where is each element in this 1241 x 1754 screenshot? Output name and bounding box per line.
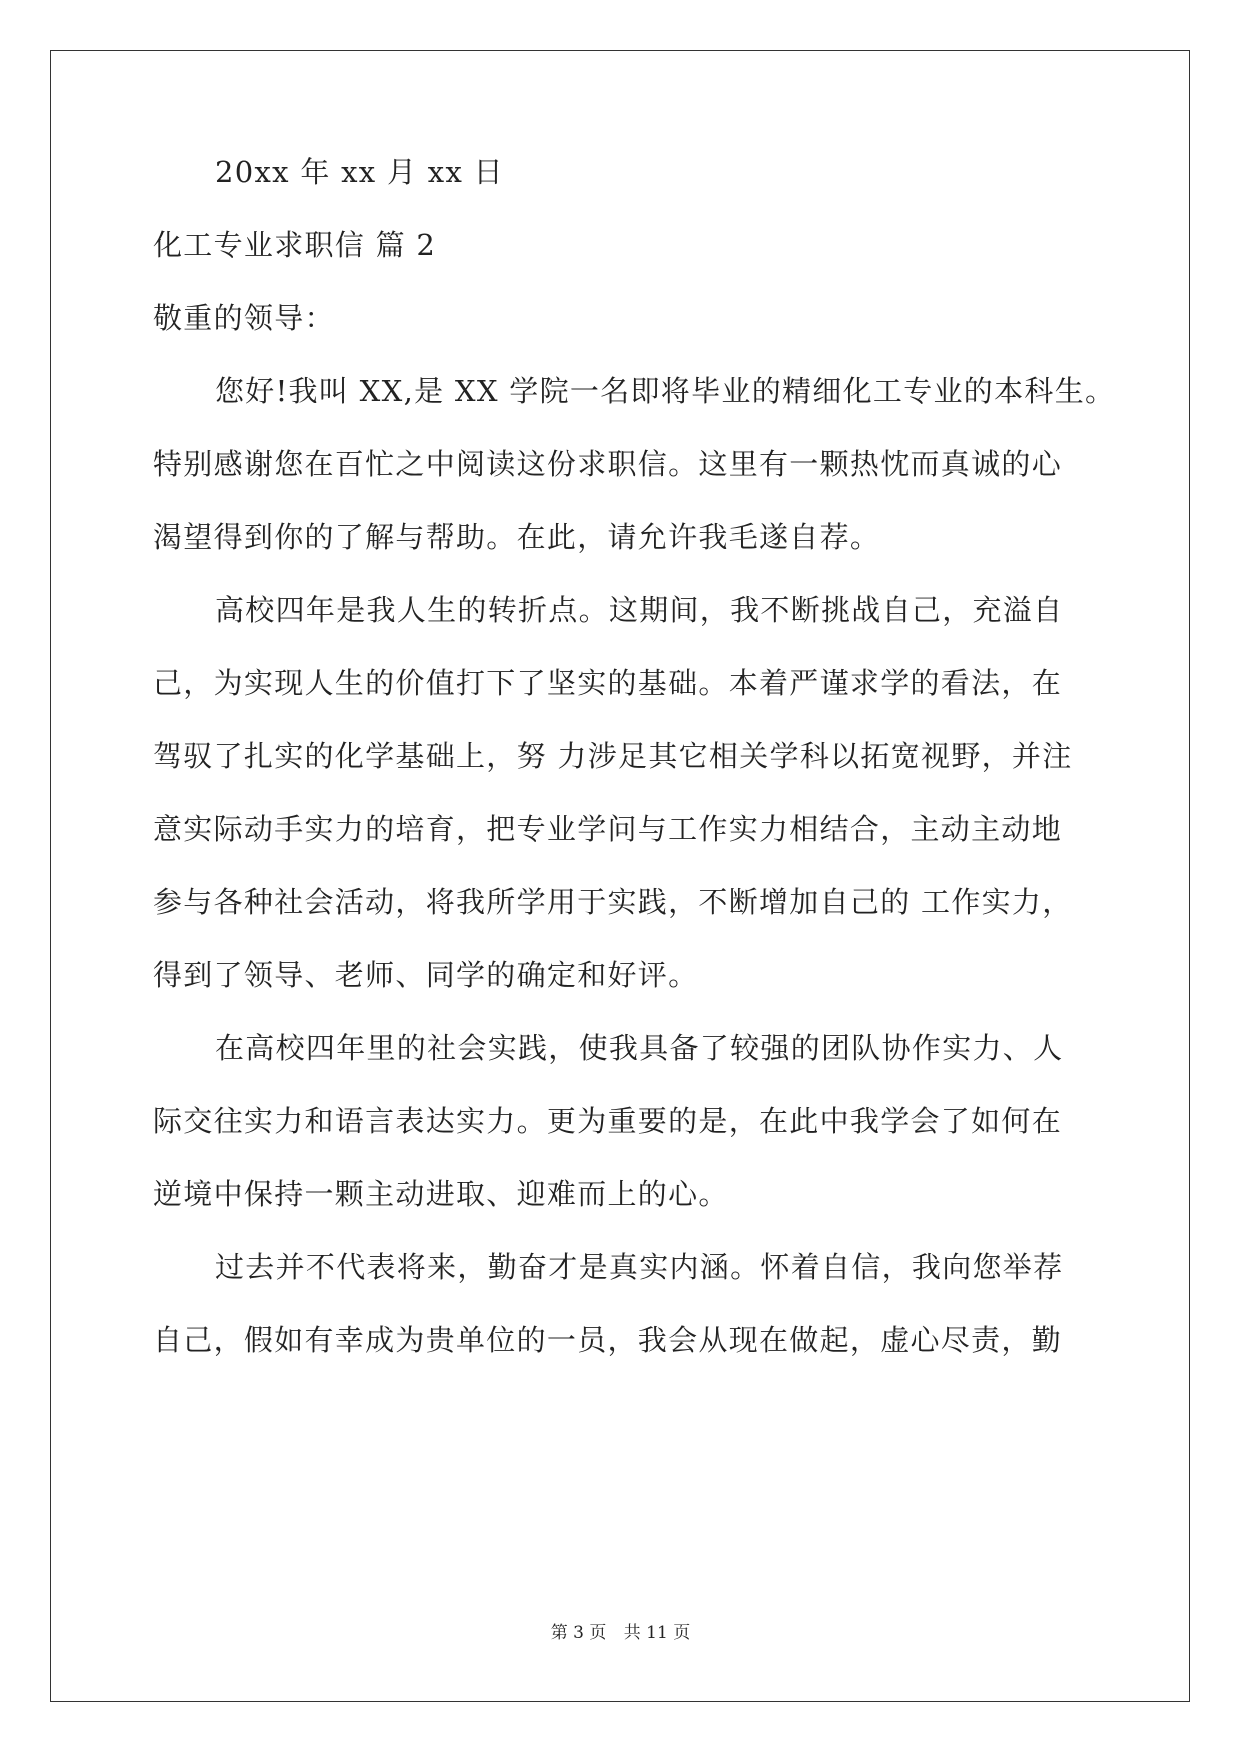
page-number-total: 共 11 页 — [623, 1623, 691, 1643]
body-line: 特别感谢您在百忙之中阅读这份求职信。这里有一颗热忱而真诚的心 — [153, 447, 1063, 481]
salutation: 敬重的领导： — [153, 301, 335, 335]
body-line: 驾驭了扎实的化学基础上，努 力涉足其它相关学科以拓宽视野，并注 — [153, 739, 1073, 773]
body-line: 际交往实力和语言表达实力。更为重要的是，在此中我学会了如何在 — [153, 1104, 1063, 1138]
body-line: 意实际动手实力的培育，把专业学问与工作实力相结合，主动主动地 — [153, 812, 1063, 846]
body-line: 渴望得到你的了解与帮助。在此，请允许我毛遂自荐。 — [153, 520, 881, 554]
body-line: 在高校四年里的社会实践，使我具备了较强的团队协作实力、人 — [215, 1031, 1064, 1065]
page-footer — [0, 1622, 1241, 1644]
body-line: 过去并不代表将来，勤奋才是真实内涵。怀着自信，我向您举荐 — [215, 1250, 1064, 1284]
page-number-current: 第 3 页 — [550, 1623, 607, 1643]
date-line: 20xx 年 xx 月 xx 日 — [215, 155, 504, 189]
body-line: 逆境中保持一颗主动进取、迎难而上的心。 — [153, 1177, 729, 1211]
document-heading: 化工专业求职信 篇 2 — [153, 228, 437, 262]
body-line: 得到了领导、老师、同学的确定和好评。 — [153, 958, 699, 992]
body-line: 您好!我叫 XX,是 XX 学院一名即将毕业的精细化工专业的本科生。 — [215, 374, 1116, 408]
body-line: 高校四年是我人生的转折点。这期间，我不断挑战自己，充溢自 — [215, 593, 1064, 627]
body-line: 参与各种社会活动，将我所学用于实践，不断增加自己的 工作实力， — [153, 885, 1073, 919]
body-line: 己，为实现人生的价值打下了坚实的基础。本着严谨求学的看法，在 — [153, 666, 1063, 700]
body-line: 自己，假如有幸成为贵单位的一员，我会从现在做起，虚心尽责，勤 — [153, 1323, 1063, 1357]
